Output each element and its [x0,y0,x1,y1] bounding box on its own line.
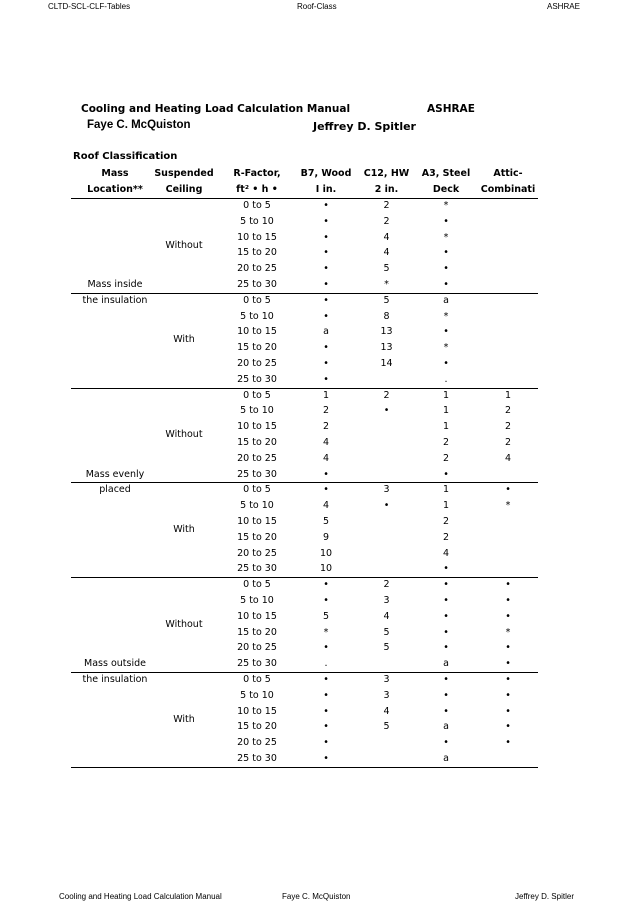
table-header-row-1 [71,166,538,182]
table-row [71,340,538,356]
a3-steel-cell: • [443,579,449,591]
r-factor-cell: 15 to 20 [237,342,277,354]
r-factor-cell: 15 to 20 [237,626,277,638]
r-factor-cell: 25 to 30 [237,563,277,575]
b7-wood-cell: 4 [322,452,330,464]
header-center-text: Roof-Class [297,2,337,11]
footer-left-text: Cooling and Heating Load Calculation Manual [59,892,222,901]
r-factor-cell: 5 to 10 [240,689,274,701]
a3-steel-cell: * [443,310,449,322]
c12-hw-cell: 2 [383,579,390,591]
b7-wood-cell: 5 [322,610,330,622]
header-suspended-ceiling: Suspended [154,168,214,179]
c12-hw-cell [359,546,414,562]
attic-cell: 2 [504,405,512,417]
c12-hw-cell: 5 [383,626,390,638]
attic-cell: 4 [504,452,512,464]
r-factor-cell: 10 to 15 [237,705,277,717]
a3-steel-cell: • [443,610,449,622]
r-factor-cell: 5 to 10 [240,595,274,606]
header-a3-deck: Deck [432,184,460,195]
table-row [71,704,538,720]
r-factor-cell: 20 to 25 [237,547,277,559]
footer-center-text: Faye C. McQuiston [282,892,351,901]
b7-wood-cell: • [323,263,329,275]
table-row [71,214,538,230]
r-factor-cell: 25 to 30 [237,658,277,670]
attic-cell [476,546,540,562]
attic-cell [476,309,540,325]
c12-hw-cell: 3 [383,674,390,685]
table-row [71,435,538,451]
b7-wood-cell: • [323,200,329,211]
c12-hw-cell: 5 [383,294,390,306]
b7-wood-cell: 1 [322,389,330,401]
header-ceiling: Ceiling [165,184,203,195]
c12-hw-cell [359,514,414,530]
attic-cell [476,324,540,340]
table-row [71,230,538,246]
mass-location-label-line-2: the insulation [82,294,148,306]
a3-steel-cell: • [443,358,449,369]
c12-hw-cell: 5 [383,263,390,275]
suspended-ceiling-label: With [173,713,195,725]
attic-cell [476,751,540,767]
a3-steel-cell: . [444,373,448,385]
r-factor-cell: 20 to 25 [237,452,277,464]
table-row [71,419,538,435]
c12-hw-cell: 3 [383,689,390,701]
table-row [71,625,538,641]
attic-cell: 2 [504,437,512,448]
attic-cell: * [505,500,511,512]
b7-wood-cell: • [323,358,329,369]
c12-hw-cell: 2 [383,200,390,211]
a3-steel-cell: a [443,721,449,733]
b7-wood-cell: • [323,674,329,685]
a3-steel-cell: 1 [442,421,450,433]
c12-hw-cell: 4 [383,231,390,243]
c12-hw-cell [359,530,414,546]
c12-hw-cell: • [383,500,390,512]
a3-steel-cell: 4 [442,547,450,559]
a3-steel-cell: • [443,247,449,259]
a3-steel-cell: * [443,200,449,211]
page-header [0,2,638,16]
r-factor-cell: 25 to 30 [237,373,277,385]
header-c12-thickness: 2 in. [374,184,399,195]
c12-hw-cell: * [384,279,389,290]
r-factor-cell: 10 to 15 [237,610,277,622]
b7-wood-cell: • [323,247,329,259]
attic-cell: • [505,579,511,591]
r-factor-cell: 25 to 30 [237,468,277,480]
table-row [71,609,538,625]
c12-hw-cell: 4 [383,705,390,717]
c12-hw-cell: • [383,405,390,417]
b7-wood-cell: • [323,721,329,733]
c12-hw-cell: 3 [383,595,390,606]
c12-hw-cell: 13 [380,342,393,354]
table-row [71,498,538,514]
a3-steel-cell: • [443,563,449,575]
r-factor-cell: 10 to 15 [237,326,277,338]
a3-steel-cell: • [443,279,449,290]
c12-hw-cell [359,561,414,577]
r-factor-cell: 0 to 5 [243,200,271,211]
document-organization: ASHRAE [427,103,475,115]
table-row [71,388,538,404]
attic-cell [476,372,540,388]
b7-wood-cell: • [323,595,329,606]
r-factor-cell: 5 to 10 [240,215,274,227]
a3-steel-cell: • [443,326,449,338]
r-factor-cell: 25 to 30 [237,753,277,764]
a3-steel-cell: • [443,263,449,275]
b7-wood-cell: 4 [322,500,330,512]
b7-wood-cell: 2 [322,421,330,433]
table-row [71,324,538,340]
c12-hw-cell [359,751,414,767]
a3-steel-cell: • [443,642,449,654]
r-factor-cell: 0 to 5 [243,389,271,401]
table-row [71,546,538,562]
table-row [71,593,538,609]
c12-hw-cell [359,372,414,388]
attic-cell: 2 [504,421,512,433]
r-factor-cell: 20 to 25 [237,358,277,369]
r-factor-cell: 0 to 5 [243,674,271,685]
attic-cell: • [505,610,511,622]
b7-wood-cell: • [323,484,329,496]
attic-cell [476,467,540,483]
a3-steel-cell: • [443,215,449,227]
r-factor-cell: 20 to 25 [237,737,277,749]
table-row [71,514,538,530]
c12-hw-cell: 2 [383,389,390,401]
attic-cell [476,230,540,246]
b7-wood-cell: • [323,737,329,749]
b7-wood-cell: a [323,326,329,338]
attic-cell: • [505,484,511,496]
attic-cell [476,514,540,530]
footer-right-text: Jeffrey D. Spitler [515,892,574,901]
header-attic-combination: Combinati [480,184,536,195]
suspended-ceiling-label: With [173,334,195,346]
attic-cell [476,561,540,577]
author-name-1: Faye C. McQuiston [87,119,191,131]
table-row [71,577,538,593]
c12-hw-cell [359,656,414,672]
table-row [71,309,538,325]
c12-hw-cell: 14 [380,358,393,369]
r-factor-cell: 15 to 20 [237,721,277,733]
a3-steel-cell: 1 [442,389,450,401]
a3-steel-cell: a [443,294,449,306]
table-row [71,735,538,751]
r-factor-cell: 0 to 5 [243,484,271,496]
table-row [71,261,538,277]
a3-steel-cell: a [443,658,449,670]
page-footer [0,892,638,906]
b7-wood-cell: 10 [319,563,333,575]
r-factor-cell: 15 to 20 [237,247,277,259]
group-divider [71,767,538,768]
header-c12-hw: C12, HW [363,168,410,179]
mass-location-label-line-2: the insulation [82,674,148,685]
a3-steel-cell: 2 [442,437,450,448]
attic-cell [476,214,540,230]
c12-hw-cell: 5 [383,642,390,654]
a3-steel-cell: • [443,674,449,685]
table-row [71,688,538,704]
a3-steel-cell: 1 [442,500,450,512]
a3-steel-cell: 2 [442,516,450,527]
a3-steel-cell: • [443,689,449,701]
b7-wood-cell: • [323,215,329,227]
attic-cell [476,277,540,293]
attic-cell: • [505,721,511,733]
r-factor-cell: 25 to 30 [237,279,277,290]
c12-hw-cell [359,451,414,467]
r-factor-cell: 15 to 20 [237,437,277,448]
b7-wood-cell: • [323,279,329,290]
table-row [71,198,538,214]
attic-cell [476,356,540,372]
author-name-2: Jeffrey D. Spitler [313,120,416,133]
header-right-text: ASHRAE [547,2,580,11]
r-factor-cell: 10 to 15 [237,421,277,433]
attic-cell: • [505,674,511,685]
a3-steel-cell: a [443,753,449,764]
b7-wood-cell: • [323,310,329,322]
table-row [71,719,538,735]
a3-steel-cell: * [443,342,449,354]
attic-cell [476,261,540,277]
b7-wood-cell: 4 [322,437,330,448]
c12-hw-cell: 3 [383,484,390,496]
b7-wood-cell: • [323,468,329,480]
r-factor-cell: 5 to 10 [240,405,274,417]
b7-wood-cell: • [323,294,329,306]
table-header-row-2 [71,182,538,198]
header-b7-wood: B7, Wood [300,168,352,179]
c12-hw-cell: 4 [383,247,390,259]
table-row [71,530,538,546]
b7-wood-cell: • [323,705,329,717]
a3-steel-cell: • [443,705,449,717]
c12-hw-cell [359,467,414,483]
a3-steel-cell: * [443,231,449,243]
r-factor-cell: 10 to 15 [237,231,277,243]
mass-location-label-line-1: Mass inside [87,279,143,290]
attic-cell [476,293,540,309]
a3-steel-cell: 1 [442,405,450,417]
section-title: Roof Classification [73,151,178,162]
attic-cell [476,530,540,546]
mass-location-label-line-1: Mass evenly [85,468,145,480]
b7-wood-cell: 2 [322,405,330,417]
table-row [71,372,538,388]
b7-wood-cell: • [323,342,329,354]
b7-wood-cell: * [323,626,329,638]
r-factor-cell: 5 to 10 [240,310,274,322]
c12-hw-cell: 8 [383,310,390,322]
b7-wood-cell: • [323,642,329,654]
header-r-factor: R-Factor, [233,168,281,179]
header-location: Location** [87,184,143,195]
c12-hw-cell [359,735,414,751]
attic-cell: • [505,689,511,701]
table-row [71,451,538,467]
r-factor-cell: 20 to 25 [237,642,277,654]
header-b7-thickness: I in. [315,184,337,195]
suspended-ceiling-label: Without [165,239,203,251]
b7-wood-cell: . [324,658,328,670]
table-row [71,751,538,767]
a3-steel-cell: 2 [442,452,450,464]
mass-location-label-line-1: Mass outside [84,658,146,670]
attic-cell [476,245,540,261]
b7-wood-cell: • [323,689,329,701]
table-row [71,561,538,577]
attic-cell: • [505,595,511,606]
a3-steel-cell: • [443,626,449,638]
header-left-text: CLTD-SCL-CLF-Tables [48,2,131,11]
a3-steel-cell: • [443,595,449,606]
b7-wood-cell: 5 [322,516,330,527]
c12-hw-cell [359,419,414,435]
a3-steel-cell: • [443,468,449,480]
b7-wood-cell: • [323,373,329,385]
r-factor-cell: 0 to 5 [243,579,271,591]
header-a3-steel: A3, Steel [421,168,471,179]
r-factor-cell: 20 to 25 [237,263,277,275]
suspended-ceiling-label: Without [165,429,203,441]
suspended-ceiling-label: Without [165,618,203,630]
attic-cell: • [505,705,511,717]
a3-steel-cell: 1 [442,484,450,496]
table-row [71,356,538,372]
a3-steel-cell: 2 [442,531,450,543]
c12-hw-cell: 5 [383,721,390,733]
c12-hw-cell: 2 [383,215,390,227]
b7-wood-cell: 10 [319,547,333,559]
r-factor-cell: 10 to 15 [237,516,277,527]
b7-wood-cell: • [323,579,329,591]
attic-cell: • [505,658,511,670]
attic-cell [476,340,540,356]
b7-wood-cell: • [323,231,329,243]
attic-cell: 1 [504,389,512,401]
attic-cell: • [505,642,511,654]
document-title: Cooling and Heating Load Calculation Manual [81,103,351,115]
r-factor-cell: 15 to 20 [237,531,277,543]
table-row [71,640,538,656]
c12-hw-cell: 4 [383,610,390,622]
attic-cell: * [505,626,511,638]
r-factor-cell: 0 to 5 [243,294,271,306]
table-row [71,245,538,261]
b7-wood-cell: • [323,753,329,764]
attic-cell: • [505,737,511,749]
b7-wood-cell: 9 [322,531,330,543]
header-r-factor-units: ft² • h • [236,184,278,195]
header-mass: Mass [101,168,129,179]
table-row [71,403,538,419]
mass-location-label-line-2: placed [99,484,131,496]
c12-hw-cell: 13 [380,326,393,338]
suspended-ceiling-label: With [173,523,195,535]
r-factor-cell: 5 to 10 [240,500,274,512]
a3-steel-cell: • [443,737,449,749]
header-attic: Attic- [493,168,523,179]
c12-hw-cell [359,435,414,451]
attic-cell [476,198,540,214]
